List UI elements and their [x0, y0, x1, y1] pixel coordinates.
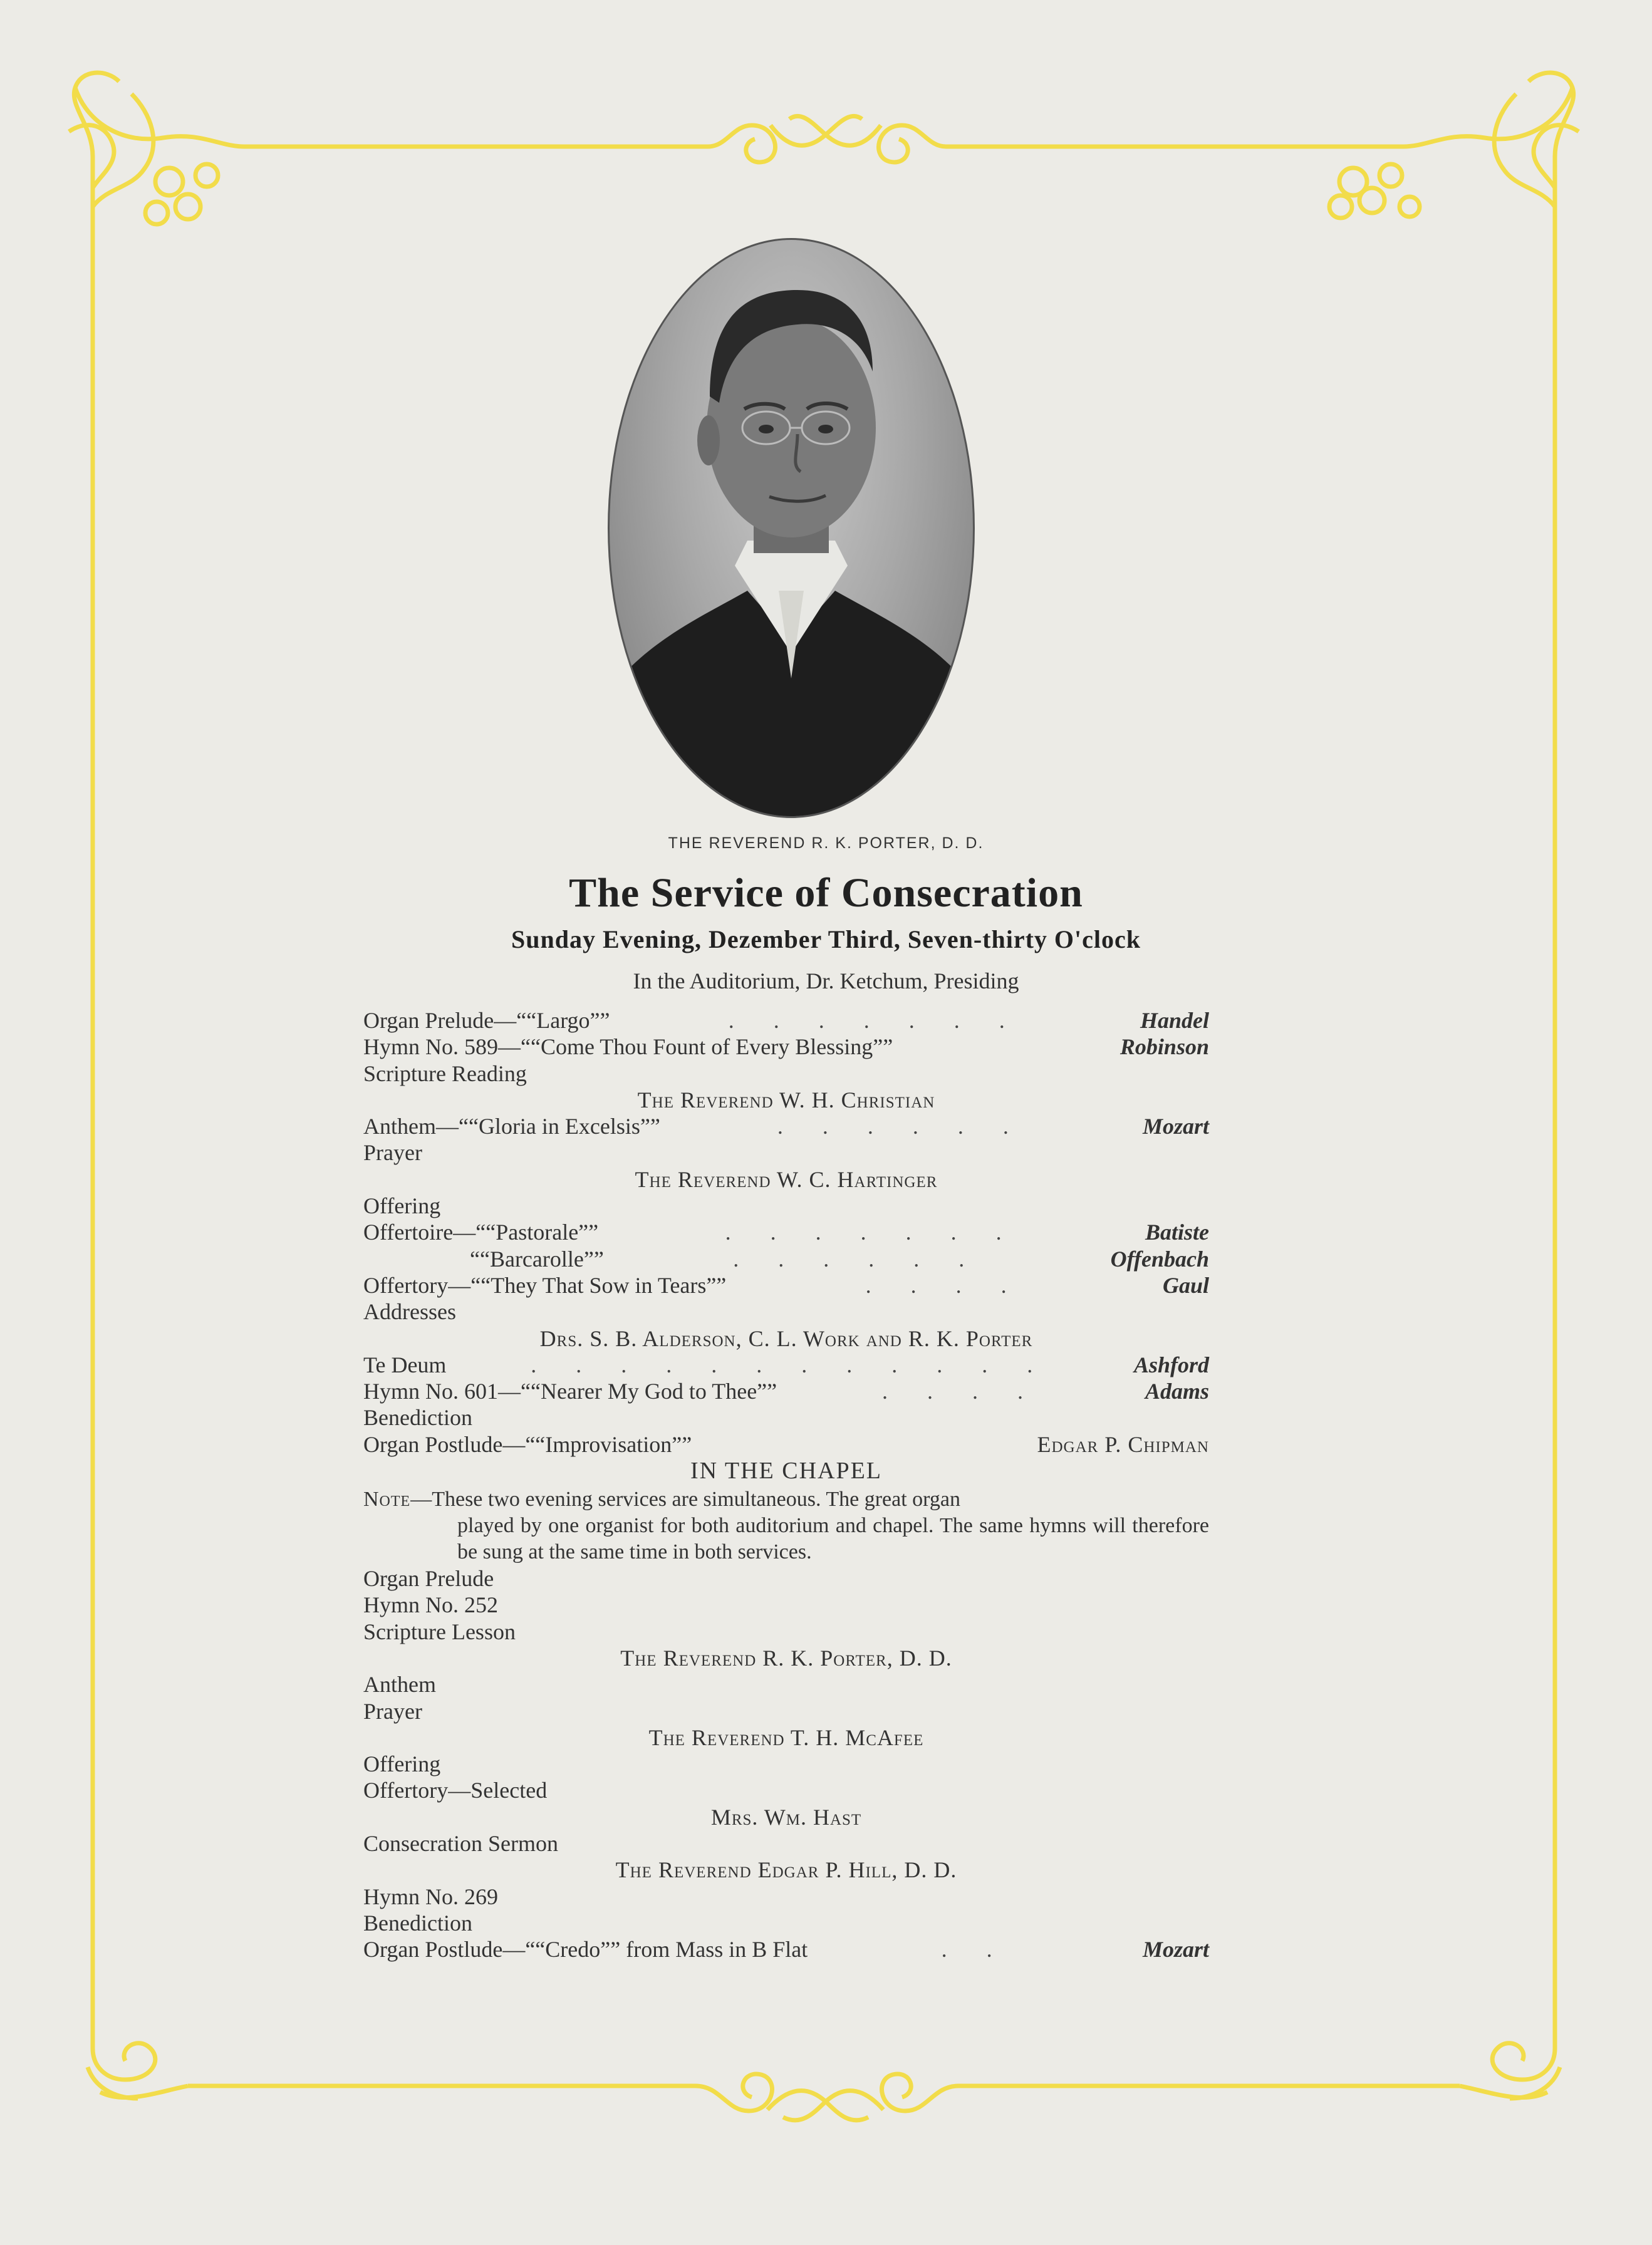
portrait-photo — [608, 238, 975, 818]
program-row — [363, 1007, 1209, 1034]
program-item: Offering — [363, 1751, 441, 1777]
program-item: Hymn No. 601—““Nearer My God to Thee”” — [363, 1379, 777, 1404]
program-row — [363, 1272, 1209, 1299]
program-item: Consecration Sermon — [363, 1831, 558, 1857]
composer: Handel — [1140, 1008, 1209, 1033]
program-item: Te Deum — [363, 1352, 447, 1377]
program-item: ““Barcarolle”” — [470, 1246, 604, 1272]
program-item: Hymn No. 589—““Come Thou Fount of Every Blessing”” — [363, 1034, 893, 1060]
program-item: Benediction — [363, 1910, 472, 1936]
program-row — [363, 1219, 1209, 1245]
program-row — [363, 1936, 1209, 1962]
portrait-figure — [610, 240, 973, 816]
program-item: Organ Prelude—““Largo”” — [363, 1008, 610, 1033]
composer: Adams — [1145, 1379, 1209, 1404]
program-row — [363, 1431, 1209, 1458]
leader-dots: . . . . — [882, 1379, 1041, 1404]
program-item: Organ Postlude—““Improvisation”” — [363, 1431, 692, 1457]
program-row — [363, 1034, 1209, 1060]
program-row — [363, 1246, 1209, 1272]
leader-dots: . . — [941, 1937, 1009, 1962]
composer: Mozart — [1142, 1937, 1209, 1962]
program-item: Prayer — [363, 1698, 422, 1724]
composer: Mozart — [1142, 1114, 1209, 1139]
program-item: Anthem—““Gloria in Excelsis”” — [363, 1114, 660, 1139]
composer: Robinson — [1120, 1034, 1209, 1060]
service-location: In the Auditorium, Dr. Ketchum, Presiding — [633, 968, 1019, 993]
program-item: Hymn No. 269 — [363, 1884, 498, 1909]
officiant: The Reverend W. H. Christian — [637, 1087, 935, 1112]
composer: Offenbach — [1110, 1246, 1209, 1272]
officiant: Drs. S. B. Alderson, C. L. Work and R. K. Porter — [539, 1325, 1033, 1351]
program-item: Offertory—Selected — [363, 1778, 548, 1803]
composer: Edgar P. Chipman — [1037, 1431, 1209, 1457]
note-text: —These two evening services are simultaneous. The great organ — [410, 1488, 960, 1511]
program-item: Offering — [363, 1193, 441, 1219]
note-text: played by one organist for both auditorium and chapel. The same hymns will therefore be sung at the same time in both services. — [457, 1514, 1209, 1564]
program-item: Organ Postlude—““Credo”” from Mass in B Flat — [363, 1937, 808, 1962]
officiant: The Reverend R. K. Porter, D. D. — [620, 1645, 952, 1671]
program-item: Hymn No. 252 — [363, 1592, 498, 1618]
page-title: The Service of Consecration — [569, 870, 1083, 916]
program-row — [363, 1378, 1209, 1404]
composer: Batiste — [1145, 1220, 1209, 1245]
program-item: Prayer — [363, 1140, 422, 1166]
program-row — [363, 1352, 1209, 1378]
program-list — [363, 1007, 1209, 1963]
program-item: Scripture Reading — [363, 1060, 527, 1086]
program-item: Scripture Lesson — [363, 1619, 516, 1644]
program-item: Offertory—““They That Sow in Tears”” — [363, 1272, 727, 1298]
leader-dots: . . . . . . . — [728, 1008, 1022, 1033]
program-item: Anthem — [363, 1672, 436, 1698]
chapel-note — [363, 1486, 1209, 1565]
leader-dots: . . . . — [865, 1272, 1024, 1298]
leader-dots: . . . . . . . — [725, 1220, 1019, 1245]
note-label: Note — [363, 1488, 411, 1511]
chapel-heading: IN THE CHAPEL — [690, 1458, 883, 1485]
officiant: The Reverend T. H. McAfee — [648, 1724, 924, 1750]
page-subtitle: Sunday Evening, Dezember Third, Seven-thirty O'clock — [511, 925, 1141, 953]
officiant: Mrs. Wm. Hast — [710, 1804, 862, 1830]
composer: Gaul — [1162, 1272, 1209, 1298]
leader-dots: . . . . . . . . . . . . — [531, 1352, 1050, 1377]
program-item: Benediction — [363, 1405, 472, 1431]
officiant: The Reverend Edgar P. Hill, D. D. — [615, 1857, 957, 1883]
portrait-caption: THE REVEREND R. K. PORTER, D. D. — [668, 834, 984, 852]
composer: Ashford — [1133, 1352, 1209, 1377]
leader-dots: . . . . . . — [777, 1114, 1026, 1139]
officiant: The Reverend W. C. Hartinger — [635, 1166, 938, 1192]
leader-dots: . . . . . . — [733, 1246, 982, 1272]
program-item: Addresses — [363, 1299, 456, 1325]
program-item: Offertoire—““Pastorale”” — [363, 1220, 599, 1245]
program-item: Organ Prelude — [363, 1566, 494, 1592]
program-row — [363, 1113, 1209, 1139]
